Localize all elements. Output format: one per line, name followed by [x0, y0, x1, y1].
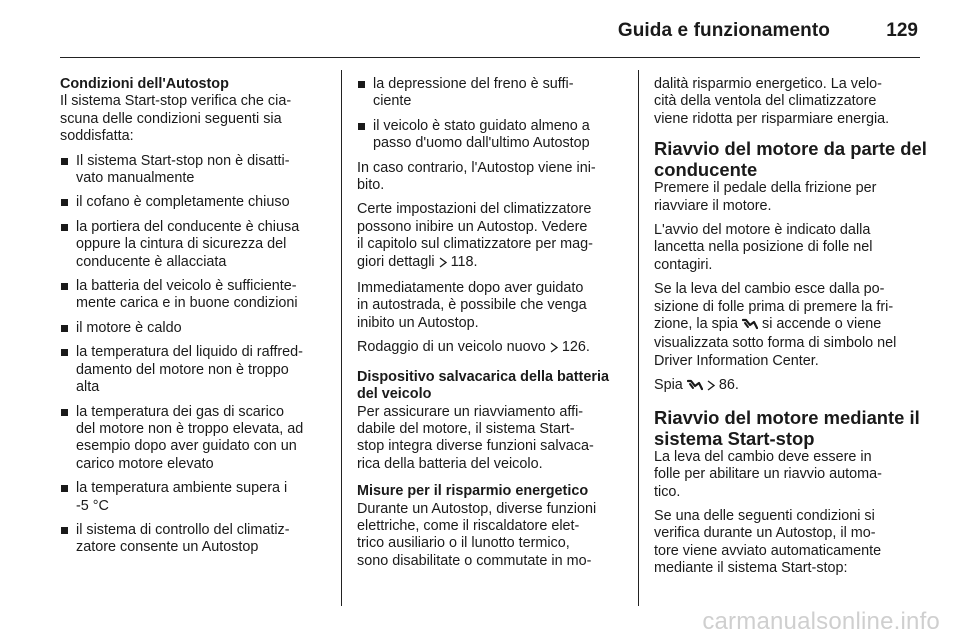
- list-item-text: il cofano è completamente chiuso: [76, 194, 290, 211]
- text-line: sistema Start-stop: [654, 427, 815, 449]
- list-item: [60, 194, 330, 211]
- bullet-square-icon: [61, 325, 68, 332]
- text-line: conducente: [654, 159, 758, 181]
- list-item-text: zatore consente un Autostop: [76, 539, 259, 556]
- col3-paragraph-neutral: [654, 449, 924, 501]
- list-item-text: vato manualmente: [76, 170, 195, 187]
- text-line: verifica durante un Autostop, il mo-: [654, 525, 876, 542]
- list-item: [357, 76, 627, 111]
- section-heading-energy-saving: Misure per il risparmio energetico: [357, 483, 589, 500]
- column-1: [60, 76, 330, 557]
- col2-paragraph-energy: [357, 501, 627, 571]
- text: si accende o viene: [762, 316, 882, 333]
- list-item-text: alta: [76, 379, 100, 396]
- col2-paragraph-highway: [357, 280, 627, 332]
- bullet-square-icon: [61, 199, 68, 206]
- bullet-square-icon: [61, 485, 68, 492]
- bullet-square-icon: [61, 224, 68, 231]
- page-reference-arrow-icon: [439, 256, 447, 273]
- text-line: Se la leva del cambio esce dalla po-: [654, 281, 885, 298]
- text-line: rica della batteria del veicolo.: [357, 455, 543, 472]
- text-line: lancetta nella posizione di folle nel: [654, 239, 873, 256]
- list-item: [60, 320, 330, 337]
- page-header: [60, 16, 920, 52]
- list-item-text: Il sistema Start-stop non è disatti-: [76, 152, 290, 169]
- text-line: Se una delle seguenti condizioni si: [654, 507, 875, 524]
- col3-paragraph-gear-lever: [654, 281, 924, 370]
- column-divider-2: [638, 70, 639, 606]
- col3-paragraph-clutch: [654, 180, 924, 215]
- text-line: L'avvio del motore è indicato dalla: [654, 222, 871, 239]
- page-reference-arrow-icon: [707, 379, 715, 396]
- list-item-text: -5 °C: [76, 497, 109, 514]
- page-reference[interactable]: 126.: [561, 339, 590, 356]
- bullet-square-icon: [358, 81, 365, 88]
- list-item: [60, 278, 330, 313]
- list-item-text: mente carica e in buone condizioni: [76, 295, 298, 312]
- text-line: elettriche, come il riscaldatore elet-: [357, 517, 580, 534]
- text-line: Immediatamente dopo aver guidato: [357, 280, 584, 297]
- list-item-text: passo d'uomo dall'ultimo Autostop: [373, 135, 590, 152]
- text-line: il capitolo sul climatizzatore per mag-: [357, 236, 593, 253]
- text-line: soddisfatta:: [60, 128, 134, 145]
- list-item: [60, 522, 330, 557]
- text-line: Riavvio del motore mediante il: [654, 406, 920, 428]
- list-item-text: la temperatura dei gas di scarico: [76, 403, 284, 420]
- col3-paragraph-tachometer: [654, 222, 924, 274]
- bullet-square-icon: [61, 527, 68, 534]
- text-line: Il sistema Start-stop verifica che cia-: [60, 93, 292, 110]
- text-line: trico ausiliario o il lunotto termico,: [357, 535, 570, 552]
- text-line: In caso contrario, l'Autostop viene ini-: [357, 159, 596, 176]
- text-line: viene ridotta per risparmiare energia.: [654, 110, 890, 127]
- list-item: [60, 219, 330, 271]
- list-item-text: il motore è caldo: [76, 319, 182, 336]
- list-item-text: oppure la cintura di sicurezza del: [76, 236, 287, 253]
- text-line: Per assicurare un riavviamento affi-: [357, 403, 584, 420]
- list-item-text: del motore non è troppo elevata, ad: [76, 420, 304, 437]
- page-title: Guida e funzionamento: [617, 20, 830, 41]
- text-line: riavviare il motore.: [654, 197, 772, 214]
- section-heading-driver-restart: [654, 138, 927, 181]
- list-item: [357, 118, 627, 153]
- text-line: tico.: [654, 483, 681, 500]
- text-line: Dispositivo salvacarica della batteria: [357, 368, 609, 385]
- text-line: scuna delle condizioni seguenti sia: [60, 110, 282, 127]
- text-line: cità della ventola del climatizzatore: [654, 93, 877, 110]
- section-heading-battery-saver: [357, 369, 627, 404]
- text-line: sizione di folle prima di premere la fri-: [654, 298, 894, 315]
- text-line: Certe impostazioni del climatizzatore: [357, 201, 592, 218]
- text-line: dalità risparmio energetico. La velo-: [654, 76, 882, 92]
- col2-paragraph-climate: [357, 201, 627, 273]
- list-item-text: esempio dopo aver guidato con un: [76, 438, 297, 455]
- text-line: in autostrada, è possibile che venga: [357, 297, 587, 314]
- text-line: Premere il pedale della frizione per: [654, 180, 877, 197]
- list-item-text: la portiera del conducente è chiusa: [76, 218, 300, 235]
- col3-paragraph-lamp-ref: [654, 377, 924, 396]
- page-reference-arrow-icon: [550, 341, 558, 358]
- col2-paragraph-break-in: [357, 339, 627, 358]
- text-line: sono disabilitate o commutate in mo-: [357, 552, 592, 569]
- text-line: possono inibire un Autostop. Vedere: [357, 218, 588, 235]
- text-line: contagiri.: [654, 256, 713, 273]
- text-line: del veicolo: [357, 386, 432, 403]
- col3-paragraph-conditions: [654, 508, 924, 578]
- col3-paragraph-continued: [654, 76, 924, 128]
- page-number: 129: [886, 20, 918, 41]
- page-reference[interactable]: 118.: [450, 253, 478, 270]
- list-item: [60, 404, 330, 474]
- list-item-text: il sistema di controllo del climatiz-: [76, 521, 290, 538]
- list-item: [60, 344, 330, 396]
- section-heading-autostop-conditions: Condizioni dell'Autostop: [60, 76, 229, 92]
- column-divider-1: [341, 70, 342, 606]
- bullet-square-icon: [61, 283, 68, 290]
- text-line: Durante un Autostop, diverse funzioni: [357, 500, 597, 517]
- text-line: tore viene avviato automaticamente: [654, 542, 882, 559]
- bullet-square-icon: [61, 409, 68, 416]
- list-item: [60, 153, 330, 188]
- autostop-warning-lamp-icon: [742, 318, 758, 335]
- list-item-text: ciente: [373, 93, 412, 110]
- list-item: [60, 480, 330, 515]
- text: giori dettagli: [357, 253, 435, 270]
- section-heading-system-restart: [654, 407, 924, 449]
- bullet-square-icon: [358, 123, 365, 130]
- list-item-text: la temperatura del liquido di raffred-: [76, 344, 303, 361]
- text-line: bito.: [357, 177, 385, 194]
- list-item-text: il veicolo è stato guidato almeno a: [373, 117, 590, 134]
- list-item-text: carico motore elevato: [76, 455, 214, 472]
- header-divider: [60, 57, 920, 58]
- text: Spia: [654, 377, 683, 394]
- list-item-text: la batteria del veicolo è sufficiente-: [76, 278, 297, 295]
- text-line: visualizzata sotto forma di simbolo nel: [654, 335, 897, 352]
- text-line: inibito un Autostop.: [357, 314, 479, 331]
- watermark: carmanualsonline.info: [702, 608, 940, 635]
- list-item-text: damento del motore non è troppo: [76, 361, 289, 378]
- column-2: [357, 76, 627, 570]
- bullet-square-icon: [61, 349, 68, 356]
- autostop-warning-lamp-icon: [687, 379, 703, 396]
- col1-bullet-list: [60, 146, 330, 557]
- text-line: mediante il sistema Start-stop:: [654, 560, 848, 577]
- col1-intro: [60, 93, 330, 145]
- text-line: stop integra diverse funzioni salvaca-: [357, 438, 594, 455]
- column-3: [654, 76, 927, 578]
- list-item-text: la depressione del freno è suffi-: [373, 76, 574, 92]
- col2-bullet-list: [357, 76, 627, 153]
- text-line: Driver Information Center.: [654, 352, 819, 369]
- text: Rodaggio di un veicolo nuovo: [357, 339, 546, 356]
- bullet-square-icon: [61, 158, 68, 165]
- col2-paragraph-battery: [357, 404, 627, 474]
- text-line: Riavvio del motore da parte del: [654, 138, 927, 160]
- list-item-text: conducente è allacciata: [76, 253, 227, 270]
- text-line: dabile del motore, il sistema Start-: [357, 420, 575, 437]
- text-line: folle per abilitare un riavvio automa-: [654, 466, 882, 483]
- col2-paragraph-inhibit: [357, 160, 627, 195]
- text-line: La leva del cambio deve essere in: [654, 448, 872, 465]
- text: zione, la spia: [654, 316, 738, 333]
- page-reference[interactable]: 86.: [718, 377, 739, 394]
- list-item-text: la temperatura ambiente supera i: [76, 480, 288, 497]
